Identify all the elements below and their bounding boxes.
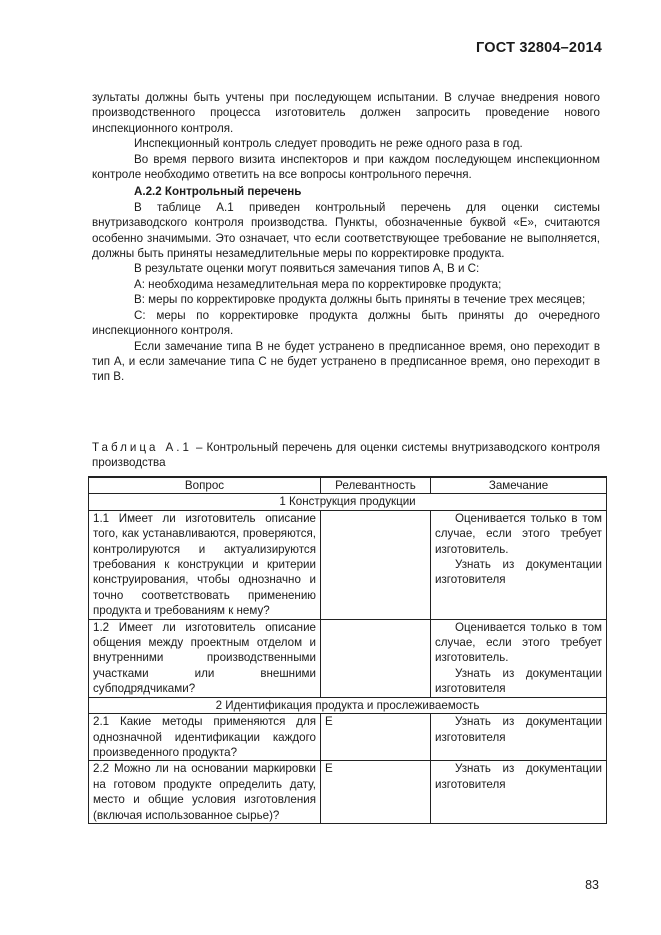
remark-line: Узнать из документации изготовителя: [435, 666, 602, 696]
table-caption-text: – Контрольный перечень для оценки системы внутризаводского контроля производства: [92, 441, 600, 470]
section-title: 1 Конструкция продукции: [89, 494, 607, 510]
remark-line: Оценивается только в том случае, если этого требует изготовитель.: [435, 620, 602, 665]
paragraph: В результате оценки могут появиться замечания типов А, В и С:: [134, 262, 480, 276]
table-section-row: [89, 697, 607, 713]
section-heading: А.2.2 Контрольный перечень: [134, 185, 302, 199]
remark-line: Узнать из документации изготовителя: [435, 762, 602, 791]
paragraph: А: необходима незамедлительная мера по корректировке продукта;: [134, 277, 502, 291]
table-caption-label: Таблица А.1: [92, 441, 192, 454]
table-section-row: [89, 494, 607, 510]
body-text: [92, 90, 600, 385]
paragraph: В таблице А.1 приведен контрольный перечень для оценки системы внутризаводского контроля производства. Пункты, обозначенные буквой «Е», считаются особенно значимыми. Это означает, что если соответствующее требование не выполняется, должны быть приняты незамедлительные меры по корректировке продукта.: [92, 200, 600, 261]
relevance-cell: Е: [321, 761, 431, 824]
remark-cell: [431, 510, 607, 619]
remark-cell: [431, 761, 607, 824]
question-cell: 1.2 Имеет ли изготовитель описание общения между проектным отделом и внутренними производственными участками или внешними субподрядчиками?: [89, 619, 321, 697]
table-header-row: [89, 477, 607, 494]
relevance-cell: [321, 619, 431, 697]
question-cell: 1.1 Имеет ли изготовитель описание того, как устанавливаются, проверяются, контролируются и актуализируются требования к конструкции и критерии конструирования, чтобы однозначно и точно соответствовать применению продукта и требованиям к нему?: [89, 510, 321, 619]
table-row: [89, 619, 607, 697]
table-caption: [92, 440, 600, 471]
header-remark: Замечание: [431, 477, 607, 494]
table-row: [89, 510, 607, 619]
relevance-cell: [321, 510, 431, 619]
section-title: 2 Идентификация продукта и прослеживаемость: [89, 697, 607, 713]
paragraph: Во время первого визита инспекторов и при каждом последующем инспекционном контроле необходимо ответить на все вопросы контрольного перечня.: [92, 152, 600, 182]
paragraph: Если замечание типа В не будет устранено в предписанное время, оно переходит в тип А, и если замечание типа С не будет устранено в предписанное время, оно переходит в тип В.: [92, 339, 600, 384]
paragraph: С: меры по корректировке продукта должны быть приняты до очередного инспекционного контроля.: [92, 308, 600, 338]
table-row: [89, 761, 607, 824]
remark-line: Узнать из документации изготовителя: [435, 558, 602, 587]
checklist-table: [88, 476, 607, 824]
page-number: 83: [585, 878, 599, 892]
paragraph: Инспекционный контроль следует проводить не реже одного раза в год.: [134, 137, 523, 151]
remark-cell: [431, 619, 607, 697]
remark-line: Узнать из документации изготовителя: [435, 715, 602, 744]
paragraph: В: меры по корректировке продукта должны быть приняты в течение трех месяцев;: [134, 293, 586, 307]
relevance-cell: Е: [321, 714, 431, 761]
paragraph: зультаты должны быть учтены при последующем испытании. В случае внедрения нового производственного процесса изготовитель должен запросить проведение нового инспекционного контроля.: [92, 91, 600, 135]
remark-cell: [431, 714, 607, 761]
remark-line: Оценивается только в том случае, если этого требует изготовитель.: [435, 511, 602, 556]
standard-header: ГОСТ 32804–2014: [476, 40, 602, 56]
question-cell: 2.1 Какие методы применяются для однозначной идентификации каждого произведенного продукта?: [89, 714, 321, 761]
header-question: Вопрос: [89, 477, 321, 494]
question-cell: 2.2 Можно ли на основании маркировки на готовом продукте определить дату, место и общие условия изготовления (включая использованное сырье)?: [89, 761, 321, 824]
table-row: [89, 714, 607, 761]
header-relevance: Релевантность: [321, 477, 431, 494]
